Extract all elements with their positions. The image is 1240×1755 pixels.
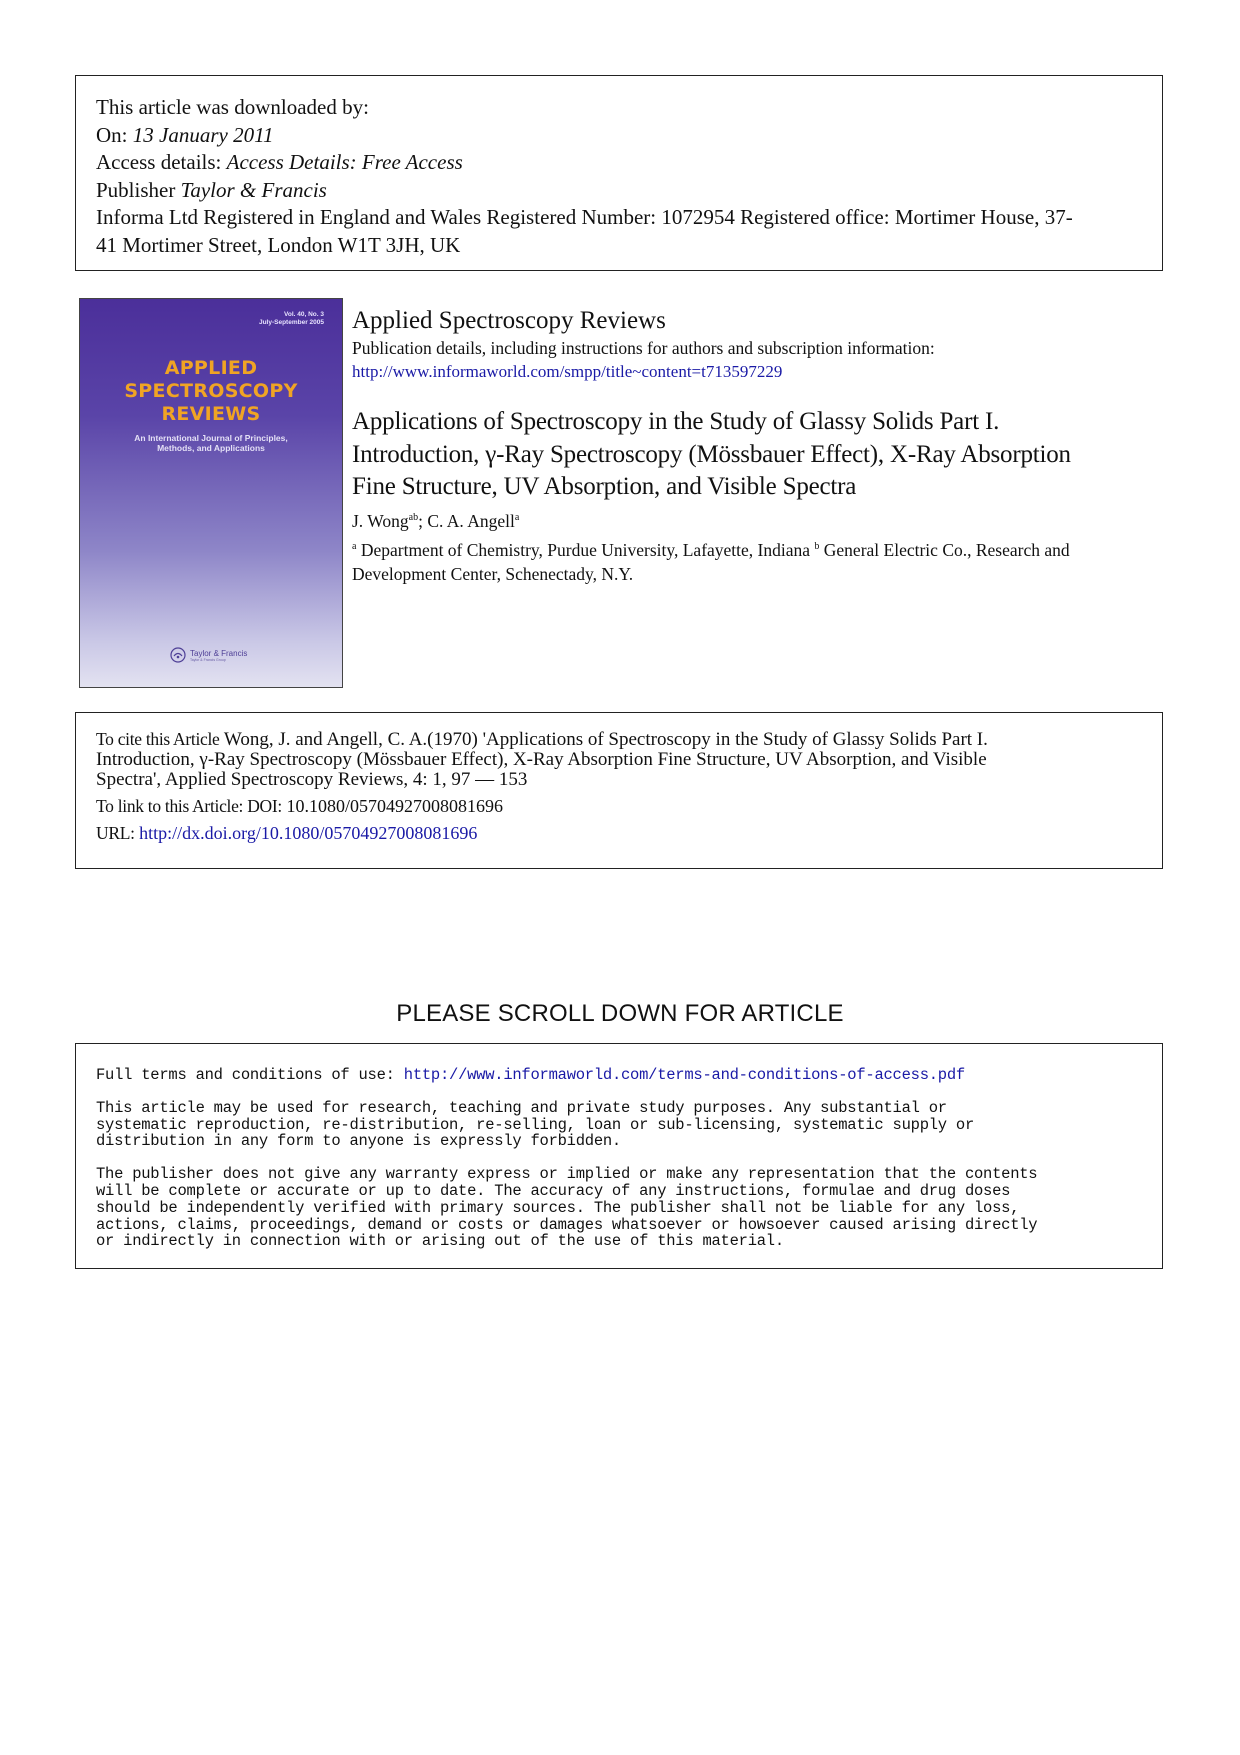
journal-url-link[interactable]: http://www.informaworld.com/smpp/title~content=t713597229 xyxy=(352,362,783,381)
cite-line-2: Introduction, γ-Ray Spectroscopy (Mössbauer Effect), X-Ray Absorption Fine Structure, UV Absorption, and Visible xyxy=(96,749,987,770)
cite-label: To cite this Article xyxy=(96,729,220,749)
terms-full-label: Full terms and conditions of use: xyxy=(96,1066,404,1084)
download-date: 13 January 2011 xyxy=(132,122,274,147)
terms-box xyxy=(75,1043,1163,1269)
affil-b: General Electric Co., Research and xyxy=(819,540,1070,561)
url-line xyxy=(96,821,1142,845)
doi-label: To link to this Article: DOI: xyxy=(96,796,282,816)
author-wong-affil: ab xyxy=(408,511,419,523)
article-title xyxy=(352,406,1164,504)
download-date-line xyxy=(96,122,1142,150)
scroll-down-notice: PLEASE SCROLL DOWN FOR ARTICLE xyxy=(396,1000,844,1027)
affiliations-line-2: Development Center, Schenectady, N.Y. xyxy=(352,563,634,584)
authors xyxy=(352,506,1164,533)
cover-publisher-name: Taylor & Francis xyxy=(190,648,248,658)
publisher-line xyxy=(96,177,1142,205)
cover-subtitle xyxy=(80,433,342,453)
cover-journal-title xyxy=(80,357,342,426)
terms-warranty-line-3: should be independently verified with primary sources. The publisher shall not be liable for any loss, xyxy=(96,1198,1020,1217)
publisher-label: Publisher xyxy=(96,177,181,202)
terms-warranty-line-2: will be complete or accurate or up to date. The accuracy of any instructions, formulae and drug doses xyxy=(96,1181,1011,1200)
cover-title-line-2: SPECTROSCOPY xyxy=(124,380,298,402)
terms-usage-line-2: systematic reproduction, re-distribution, re-selling, loan or sub-licensing, systematic supply or xyxy=(96,1115,974,1134)
cover-subtitle-line-1: An International Journal of Principles, xyxy=(134,433,288,443)
affil-b-marker: b xyxy=(814,541,820,553)
publication-details: Publication details, including instructions for authors and subscription information: xyxy=(352,338,935,358)
publisher-value: Taylor & Francis xyxy=(180,177,327,202)
cover-publisher xyxy=(170,647,247,663)
journal-info xyxy=(352,306,1164,586)
affil-a-marker: a xyxy=(352,541,357,553)
terms-warranty-line-4: actions, claims, proceedings, demand or costs or damages whatsoever or howsoever caused arising directly xyxy=(96,1215,1038,1234)
affil-a: Department of Chemistry, Purdue University, Lafayette, Indiana xyxy=(356,540,815,561)
terms-full-line xyxy=(96,1067,1142,1084)
affiliations-line-1 xyxy=(352,535,1164,562)
doi-value: 10.1080/05704927008081696 xyxy=(281,796,503,816)
cover-subtitle-line-2: Methods, and Applications xyxy=(157,443,265,453)
author-angell-affil: a xyxy=(514,511,520,523)
cover-publisher-sub: Taylor & Francis Group xyxy=(190,657,226,662)
access-details-line xyxy=(96,149,1142,177)
terms-warranty-line-1: The publisher does not give any warranty express or implied or make any representation that the contents xyxy=(96,1165,1038,1184)
article-title-line-1: Applications of Spectroscopy in the Study of Glassy Solids Part I. xyxy=(352,408,1000,435)
cover-title-line-3: REVIEWS xyxy=(161,403,261,425)
doi-line xyxy=(96,794,1142,818)
article-title-line-2: Introduction, γ-Ray Spectroscopy (Mössbauer Effect), X-Ray Absorption xyxy=(352,440,1071,468)
terms-warranty-line-5: or indirectly in connection with or arising out of the use of this material. xyxy=(96,1232,784,1251)
terms-usage-line-1: This article may be used for research, teaching and private study purposes. Any substantial or xyxy=(96,1098,947,1117)
cite-line-3: Spectra', Applied Spectroscopy Reviews, 4: 1, 97 — 153 xyxy=(96,769,528,790)
journal-title: Applied Spectroscopy Reviews xyxy=(352,307,666,334)
publisher-logo-icon xyxy=(170,647,186,663)
downloaded-by-line: This article was downloaded by: xyxy=(96,95,369,119)
terms-url-link[interactable]: http://www.informaworld.com/terms-and-conditions-of-access.pdf xyxy=(403,1066,965,1084)
cite-line-1 xyxy=(96,729,1142,750)
download-info-box xyxy=(75,75,1163,271)
access-value: Access Details: Free Access xyxy=(226,150,463,174)
journal-cover-image xyxy=(79,298,343,688)
citation-box xyxy=(75,712,1163,869)
article-title-line-3: Fine Structure, UV Absorption, and Visible Spectra xyxy=(352,473,857,500)
cover-volume xyxy=(259,311,324,327)
cover-title-line-1: APPLIED xyxy=(164,357,258,379)
on-label: On: xyxy=(96,122,133,147)
doi-url-link[interactable]: http://dx.doi.org/10.1080/05704927008081696 xyxy=(139,823,478,843)
affiliations xyxy=(352,535,1164,586)
access-label: Access details: xyxy=(96,150,227,174)
author-angell: C. A. Angell xyxy=(427,510,515,531)
author-separator: ; xyxy=(418,510,428,531)
cite-text-1: Wong, J. and Angell, C. A.(1970) 'Applications of Spectroscopy in the Study of Glassy Solids Part I. xyxy=(219,729,988,750)
cover-volume-number: Vol. 40, No. 3 xyxy=(284,311,324,318)
url-label: URL: xyxy=(96,823,135,843)
registration-line-1: Informa Ltd Registered in England and Wales Registered Number: 1072954 Registered office: Mortimer House, 37- xyxy=(96,205,1073,229)
author-wong: J. Wong xyxy=(352,510,409,531)
cover-volume-date: July-September 2005 xyxy=(258,319,324,326)
terms-usage-line-3: distribution in any form to anyone is expressly forbidden. xyxy=(96,1132,621,1151)
registration-line-2: 41 Mortimer Street, London W1T 3JH, UK xyxy=(96,232,461,257)
terms-warranty-paragraph xyxy=(96,1166,1142,1250)
terms-usage-paragraph xyxy=(96,1100,1142,1150)
